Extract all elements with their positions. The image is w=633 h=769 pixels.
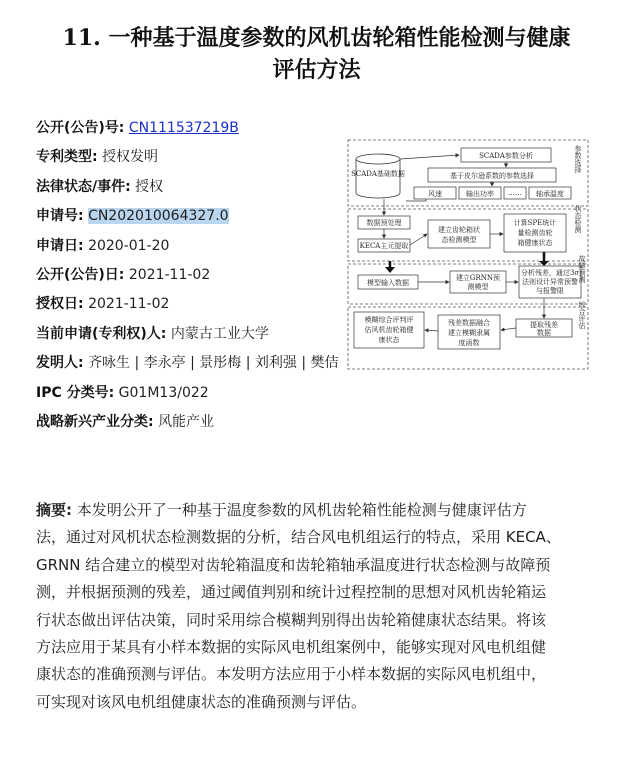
meta-value: 授权发明	[102, 149, 159, 166]
abstract-line: 法，通过对风机状态检测数据的分析，结合风电机组运行的特点，采用 KECA、	[36, 528, 561, 547]
meta-value: 2020-01-20	[88, 237, 170, 254]
title-line-1: 11. 一种基于温度参数的风机齿轮箱性能检测与健康	[62, 25, 571, 51]
node-fuzzy: 模糊综合评判评	[364, 316, 414, 324]
title-line-2: 评估方法	[272, 57, 361, 83]
node-fuzzy: 估风机齿轮箱健	[364, 326, 414, 334]
node-extract-residual: 数据	[537, 329, 551, 337]
node-power: 输出功率	[466, 190, 494, 198]
pub-number-link[interactable]: CN111537219B	[128, 120, 239, 136]
meta-label: 申请日:	[36, 237, 84, 254]
meta-value: G01M13/022	[118, 384, 209, 401]
abstract-line: 测，并根据预测的残差，通过阈值判别和统计过程控制的思想对风机齿轮箱运	[36, 583, 547, 602]
meta-label: 公开(公告)日:	[36, 266, 125, 283]
meta-label: 申请号:	[36, 208, 84, 225]
meta-legal-status	[36, 177, 336, 206]
abstract-text: 本发明公开了一种基于温度参数的风机齿轮箱性能检测与健康评估方	[76, 501, 527, 519]
db-label: SCADA基础数据	[351, 170, 405, 178]
node-spe: 箱健康状态	[517, 239, 553, 247]
meta-pub-number	[36, 118, 336, 147]
node-bearing-temp: 轴承温度	[536, 190, 564, 198]
node-state-model: 建立齿轮箱状	[438, 226, 480, 234]
abstract-line: 康状态的准确预测与评估。本发明方法应用于小样本数据的实际风电机组中，	[36, 665, 547, 684]
side-label-state: 状态检测	[574, 205, 582, 233]
meta-value: 2021-11-02	[88, 296, 170, 313]
node-residual: 法则设计异常预警	[522, 278, 578, 286]
abstract-line: 可实现对该风电机组健康状态的准确预测与评估。	[36, 692, 367, 711]
meta-applicant	[36, 324, 336, 353]
meta-label: 战略新兴产业分类:	[36, 413, 154, 430]
meta-label: 专利类型:	[36, 149, 98, 166]
patent-title	[20, 22, 613, 86]
meta-inventors	[36, 353, 339, 382]
patent-metadata	[36, 118, 339, 441]
meta-grant-date	[36, 294, 336, 323]
node-spe: 计算SPE统计	[513, 219, 557, 227]
node-residual-fusion: 度函数	[458, 339, 480, 347]
meta-ipc	[36, 383, 336, 412]
node-pearson: 基于皮尔逊系数的参数选择	[450, 172, 534, 180]
abstract-line: 方法应用于某具有小样本数据的实际风电机组案例中，能够实现对风电机组健	[36, 638, 547, 657]
meta-label: 当前申请(专利权)人:	[36, 325, 167, 342]
meta-value: 授权	[135, 178, 164, 195]
node-keca: KECA主元提取	[359, 242, 409, 250]
side-label-fault: 故障预测	[578, 255, 586, 283]
node-grnn: 测模型	[467, 283, 489, 291]
meta-value: 2021-11-02	[128, 266, 211, 283]
meta-value-highlighted: CN202010064327.0	[88, 208, 229, 225]
node-residual: 与报警限	[536, 287, 564, 295]
node-wind-speed: 风速	[428, 190, 442, 198]
method-flowchart	[346, 139, 590, 372]
side-label-param: 参数选择	[574, 145, 582, 173]
node-model-input: 模型输入数据	[367, 279, 409, 287]
meta-value: 内蒙古工业大学	[170, 325, 269, 342]
node-residual: 分析残差，通过3σ	[520, 269, 580, 277]
abstract-line	[36, 497, 602, 524]
node-residual-fusion: 残差数据融合	[448, 319, 490, 327]
meta-pub-date	[36, 265, 336, 294]
meta-label: IPC 分类号:	[36, 384, 115, 401]
meta-app-number	[36, 206, 336, 235]
node-fuzzy: 康状态	[378, 336, 400, 344]
abstract-line: GRNN 结合建立的模型对齿轮箱温度和齿轮箱轴承温度进行状态检测与故障预	[36, 555, 551, 574]
abstract-line: 行状态做出评估决策，同时采用综合模糊判别得出齿轮箱健康状态结果。将该	[36, 610, 547, 629]
node-preprocess: 数据预处理	[366, 219, 402, 227]
node-spe: 量检测齿轮	[517, 229, 553, 237]
abstract	[36, 497, 602, 716]
abstract-label: 摘要:	[36, 501, 72, 519]
node-state-model: 态检测模型	[441, 236, 477, 244]
node-dots: ……	[508, 189, 522, 197]
node-residual-fusion: 建立模糊隶属	[448, 329, 490, 337]
meta-app-date	[36, 236, 336, 265]
meta-label: 公开(公告)号:	[36, 120, 125, 136]
meta-label: 发明人:	[36, 355, 84, 372]
node-extract-residual: 提取残差	[530, 321, 558, 329]
meta-value: 风能产业	[158, 413, 215, 430]
node-scada-analysis: SCADA参数分析	[479, 152, 533, 160]
meta-label: 授权日:	[36, 296, 84, 313]
meta-patent-type	[36, 147, 336, 176]
side-label-eval: 综合评估	[578, 301, 586, 329]
meta-value: 齐咏生 | 李永亭 | 景彤梅 | 刘利强 | 樊佶	[88, 355, 339, 372]
node-grnn: 建立GRNN预	[455, 274, 501, 282]
meta-industry	[36, 412, 336, 441]
meta-label: 法律状态/事件:	[36, 178, 131, 195]
